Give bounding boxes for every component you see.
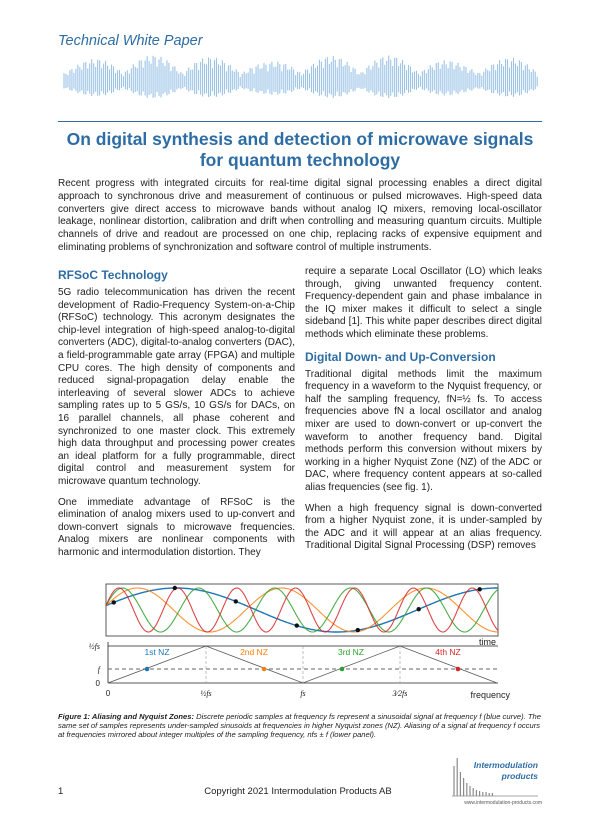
paragraph: When a high frequency signal is down-converted from a higher Nyquist zone, it is under-sampled by the ADC and it will appear at an alias frequency. Traditional Digital Signal Processing (DSP) removes [305, 502, 542, 552]
paragraph: Traditional digital methods limit the maximum frequency in a waveform to the Nyquist frequency, or half the sampling frequency, fN=½ fs. To access frequencies above fN a local oscillator and analog mixer are used to down-convert or up-convert the waveform to another frequency band. Digital methods perform this conversion without mixers by working in a higher Nyquist Zone (NZ) of the ADC or DAC, where frequency content appears at so-called alias frequencies (see fig. 1). [305, 368, 542, 493]
sinusoid-curve [106, 588, 498, 632]
figure-caption [58, 712, 542, 740]
sample-point [173, 586, 177, 590]
x-tick: 3⁄2fs [392, 689, 408, 698]
frequency-axis-label: frequency [470, 690, 510, 700]
waveform-banner [58, 52, 542, 114]
caption-text: Discrete periodic samples at frequency fs represent a sinusoidal signal at frequency f (blue curve). The same set of samples represents under-sampled sinusoids at frequencies in higher Nyquist zones (NZ). Aliasing of a signal at frequency f occurs at frequencies mirrored about integer multiples of the sampling frequency, nfs ± f (lower panel). [58, 712, 541, 740]
alias-point-2 [262, 667, 267, 672]
paragraph: require a separate Local Oscillator (LO) which leaks through, giving unwanted frequency content. Frequency-dependent gain and phase imbalance in the IQ mixer makes it difficult to select a single sideband [1]. This white paper describes direct digital methods which eliminate these problems. [305, 266, 542, 340]
zone-label-4: 4th NZ [435, 647, 461, 657]
zone-label-2: 2nd NZ [240, 647, 268, 657]
frequency-panel [89, 642, 511, 700]
document-type-label: Technical White Paper [58, 33, 203, 49]
logo-line-2: products [501, 771, 538, 781]
time-axis-label: time [478, 637, 496, 647]
alias-point-4 [456, 667, 461, 672]
caption-title: Figure 1: Aliasing and Nyquist Zones: [58, 712, 194, 721]
sample-point [417, 607, 421, 611]
title-line-1: On digital synthesis and detection of microwave signals [66, 129, 534, 149]
sample-point [112, 600, 116, 604]
sample-point [478, 587, 482, 591]
sinusoid-curves [106, 586, 498, 633]
right-column [305, 266, 542, 561]
page-title [58, 129, 542, 171]
copyright-notice: Copyright 2021 Intermodulation Products AB [204, 786, 392, 797]
y-tick-f: f [97, 665, 100, 674]
sample-point [295, 623, 299, 627]
paragraph: 5G radio telecommunication has driven the recent development of Radio-Frequency System-on-a-Chip (RFSoC) technology. This acronym designates the chip-level integration of high-speed analog-to-digital converters (ADC), digital-to-analog converters (DAC), a field-programmable gate array (FPGA) and multiple CPU cores. The high density of components and reduced signal-propagation delay enable the interleaving of several slower ADCs to achieve sampling rates up to 5 GS/s, 10 GS/s for DACs, on 16 parallel channels, all phase coherent and synchronized to one master clock. This extremely high data throughput and processing power creates an ideal platform for a fully programmable, direct digital control and measurement system for microwave quantum technology. [58, 287, 295, 487]
abstract: Recent progress with integrated circuits for real-time digital signal processing enables a direct digital approach to synchronous drive and measurement of continuous or pulsed microwaves. High-speed data converters give direct access to microwave bands without analog IQ mixers, removing local-oscillator leakage, nonlinear distortion, calibration and drift when controlling and measuring quantum circuits. Multiple channels of drive and readout are processed on one chip, replacing racks of expensive equipment and eliminating problems of synchronization and software control of multiple instruments. [58, 178, 542, 253]
page-number: 1 [58, 786, 64, 797]
sample-point [356, 628, 360, 632]
x-tick: 0 [105, 689, 111, 698]
zone-label-3: 3rd NZ [338, 647, 364, 657]
aliasing-figure [86, 582, 516, 712]
alias-point-1 [145, 667, 150, 672]
x-tick: ½fs [200, 689, 212, 698]
alias-point-3 [340, 667, 345, 672]
left-column [58, 268, 295, 567]
sample-point [234, 599, 238, 603]
sinusoid-curve [106, 588, 498, 632]
y-tick-zero: 0 [95, 679, 100, 688]
x-tick: fs [300, 689, 306, 698]
logo-line-1: Intermodulation [473, 760, 538, 770]
sinusoid-curve [106, 588, 498, 632]
section-heading-rfsoc: RFSoC Technology [58, 268, 168, 282]
y-tick-half-fs: ½fs [88, 642, 100, 651]
title-line-2: for quantum technology [199, 150, 401, 170]
company-url: www.intermodulation-products.com [464, 800, 542, 806]
header-rule [58, 121, 542, 122]
section-heading-conversion: Digital Down- and Up-Conversion [305, 349, 496, 364]
sinusoid-curve [106, 588, 498, 632]
paragraph: One immediate advantage of RFSoC is the elimination of analog mixers used to up-convert and down-convert signals to microwave frequencies. Analog mixers are nonlinear components with harmonic and intermodulation distortion. They [58, 496, 295, 558]
logo-wordmark [468, 760, 538, 782]
zone-label-1: 1st NZ [144, 647, 170, 657]
